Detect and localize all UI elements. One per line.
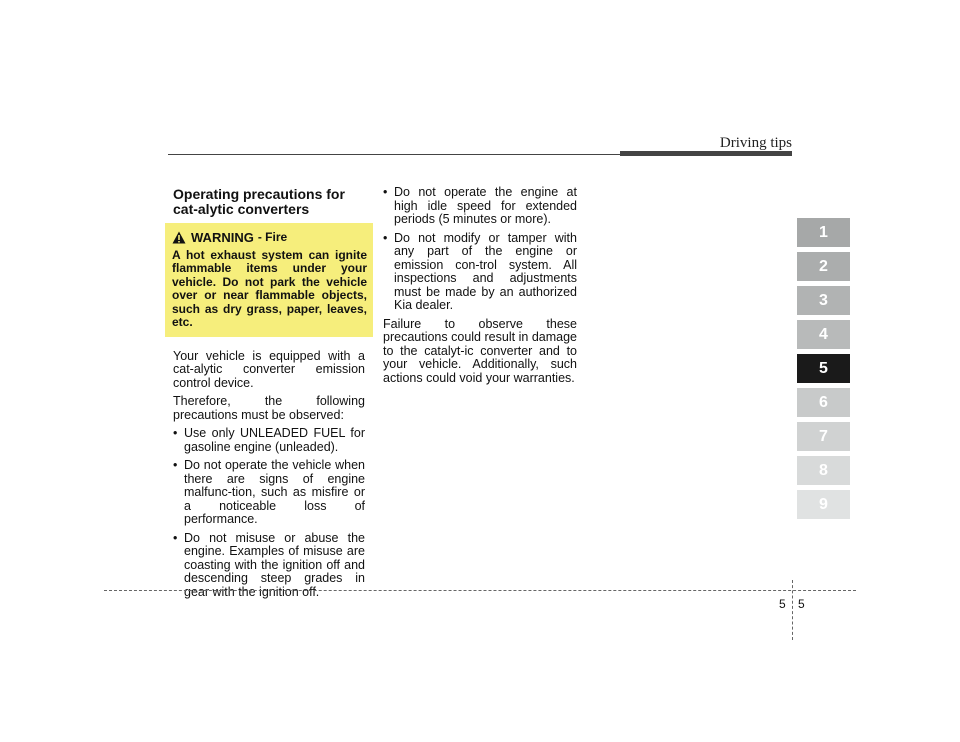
left-bullet-list	[173, 427, 365, 599]
precautions-lead: Therefore, the following precautions must be observed:	[173, 394, 365, 422]
list-item: • Do not operate the vehicle when there are signs of engine malfunc-tion, such as misfire or a noticeable loss of performance.	[173, 459, 365, 527]
failure-paragraph: Failure to observe these precautions could result in damage to the catalyt-ic converter and to your vehicle. Additionally, such actions could void your warranties.	[383, 316, 577, 385]
left-column	[173, 187, 365, 604]
warning-header	[172, 231, 367, 245]
chapter-tab-9[interactable]: 9	[797, 490, 850, 519]
page-number: 5	[798, 597, 805, 611]
intro-paragraph: Your vehicle is equipped with a cat-alytic converter emission control device.	[173, 348, 365, 390]
right-column	[383, 186, 577, 390]
section-heading: Operating precautions for cat-alytic converters	[173, 186, 345, 217]
chapter-tab-1[interactable]: 1	[797, 218, 850, 247]
list-item: • Use only UNLEADED FUEL for gasoline engine (unleaded).	[173, 427, 365, 454]
chapter-tab-6[interactable]: 6	[797, 388, 850, 417]
footer-divider	[792, 580, 793, 640]
warning-subtitle: - Fire	[257, 230, 288, 244]
header-title: Driving tips	[719, 135, 792, 151]
list-item: • Do not modify or tamper with any part of the engine or emission con-trol system. All inspections and adjustments must be made by an authorized Kia dealer.	[383, 232, 577, 313]
right-bullet-list	[383, 186, 577, 313]
header-rule-accent	[620, 151, 792, 156]
chapter-tab-2[interactable]: 2	[797, 252, 850, 281]
chapter-tab-7[interactable]: 7	[797, 422, 850, 451]
list-item: • Do not operate the engine at high idle speed for extended periods (5 minutes or more).	[383, 186, 577, 227]
chapter-tab-4[interactable]: 4	[797, 320, 850, 349]
warning-box	[165, 223, 373, 337]
list-item: • Do not misuse or abuse the engine. Examples of misuse are coasting with the ignition off and descending steep grades in gear with the ignition off.	[173, 532, 365, 600]
warning-title: WARNING	[191, 230, 254, 245]
footer-rule	[104, 590, 856, 591]
chapter-number: 5	[779, 597, 786, 611]
warning-triangle-icon	[172, 231, 186, 244]
chapter-tab-5[interactable]: 5	[797, 354, 850, 383]
warning-text: A hot exhaust system can ignite flammable items under your vehicle. Do not park the vehicle over or near flammable objects, such as dry grass, paper, leaves, etc.	[172, 247, 367, 329]
chapter-tab-8[interactable]: 8	[797, 456, 850, 485]
chapter-tab-3[interactable]: 3	[797, 286, 850, 315]
chapter-tabs	[797, 218, 850, 524]
